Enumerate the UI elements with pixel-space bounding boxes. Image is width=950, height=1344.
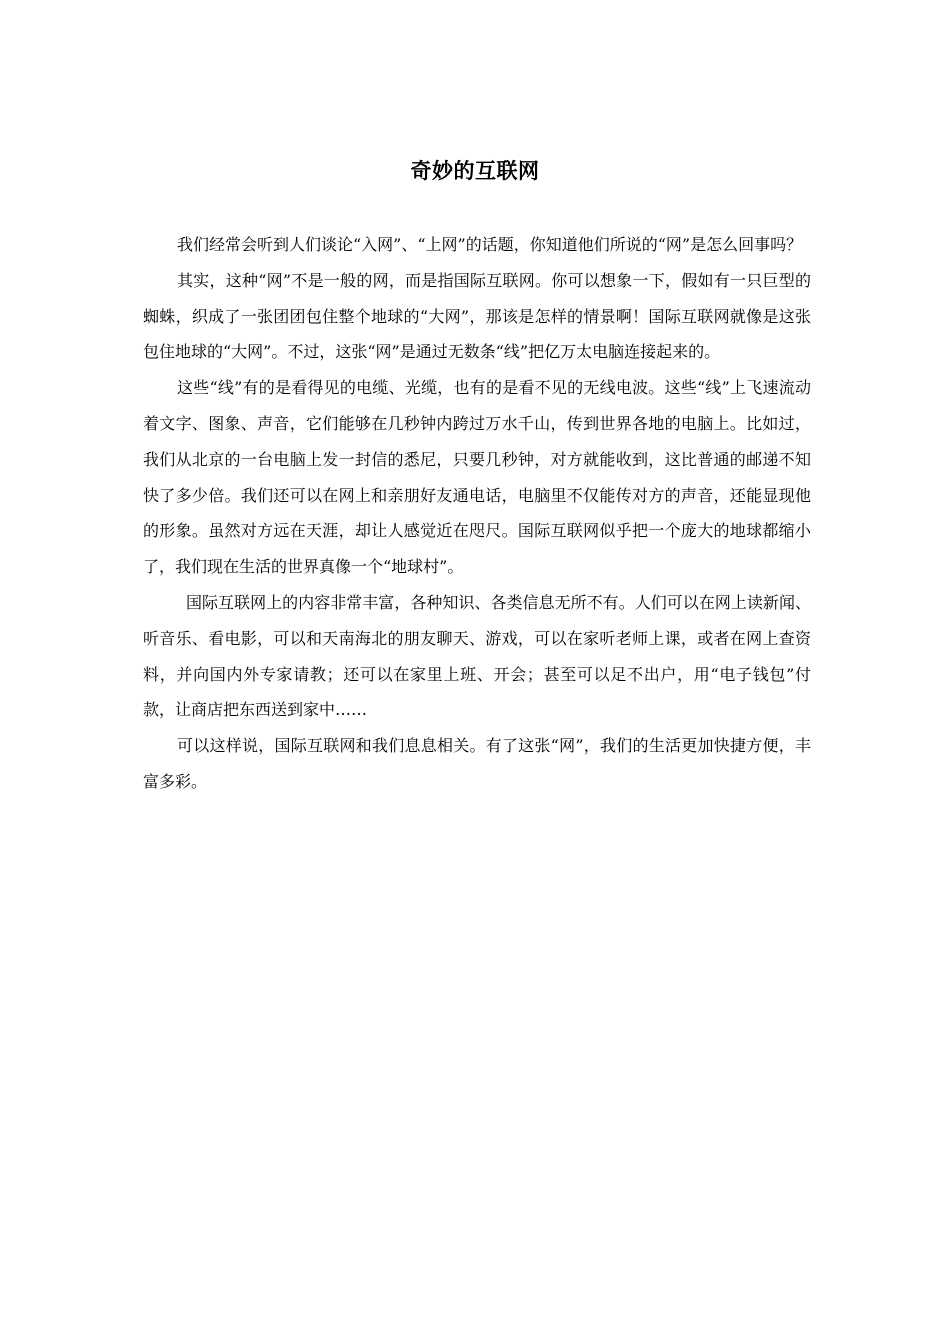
paragraph-3: 这些“线”有的是看得见的电缆、光缆，也有的是看不见的无线电波。这些“线”上飞速流动着文字、图象、声音，它们能够在几秒钟内跨过万水千山，传到世界各地的电脑上。比如过，我们从北京的一台电脑上发一封信的悉尼，只要几秒钟，对方就能收到，这比普通的邮递不知快了多少倍。我们还可以在网上和亲朋好友通电话，电脑里不仅能传对方的声音，还能显现他的形象。虽然对方远在天涯，却让人感觉近在咫尺。国际互联网似乎把一个庞大的地球都缩小了，我们现在生活的世界真像一个“地球村”。: [143, 378, 811, 577]
document-body: [143, 227, 811, 800]
paragraph-1: 我们经常会听到人们谈论“入网”、“上网”的话题，你知道他们所说的“网”是怎么回事吗？: [177, 235, 803, 254]
paragraph-5: 可以这样说，国际互联网和我们息息相关。有了这张“网”，我们的生活更加快捷方便，丰富多彩。: [143, 736, 811, 791]
document-title: 奇妙的互联网: [410, 159, 540, 183]
paragraph-4: 国际互联网上的内容非常丰富，各种知识、各类信息无所不有。人们可以在网上读新闻、听音乐、看电影，可以和天南海北的朋友聊天、游戏，可以在家听老师上课，或者在网上查资料，并向国内外专家请教；还可以在家里上班、开会；甚至可以足不出户，用“电子钱包”付款，让商店把东西送到家中……: [143, 592, 811, 720]
paragraph-2: 其实，这种“网”不是一般的网，而是指国际互联网。你可以想象一下，假如有一只巨型的蜘蛛，织成了一张团团包住整个地球的“大网”，那该是怎样的情景啊！国际互联网就像是这张包住地球的“大网”。不过，这张“网”是通过无数条“线”把亿万太电脑连接起来的。: [143, 270, 811, 362]
